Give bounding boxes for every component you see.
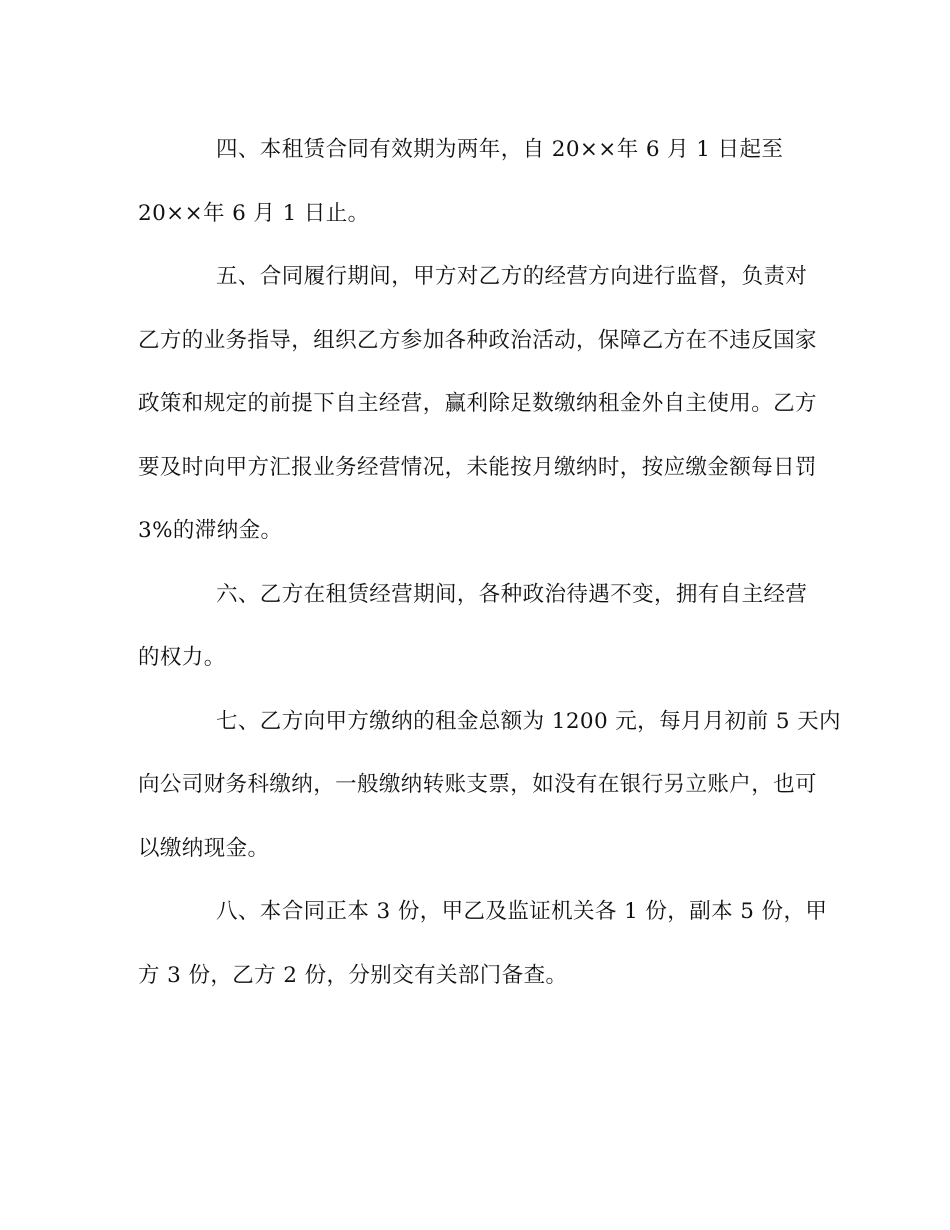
clause-7 <box>138 690 841 881</box>
clause-line: 的权力。 <box>138 645 226 670</box>
clause-line: 向公司财务科缴纳，一般缴纳转账支票，如没有在银行另立账户，也可 <box>138 772 817 797</box>
clause-line: 以缴纳现金。 <box>138 835 270 861</box>
document-body <box>138 118 841 1007</box>
clause-line: 政策和规定的前提下自主经营，赢利除足数缴纳租金外自主使用。乙方 <box>138 391 817 416</box>
clause-line: 3%的滞纳金。 <box>138 518 283 543</box>
clause-line: 要及时向甲方汇报业务经营情况，未能按月缴纳时，按应缴金额每日罚 <box>138 454 817 480</box>
clause-6 <box>138 563 814 690</box>
clause-5 <box>138 245 817 563</box>
clause-line: 20××年 6 月 1 日止。 <box>138 200 370 226</box>
clause-line: 五、合同履行期间，甲方对乙方的经营方向进行监督，负责对 <box>216 264 808 289</box>
clause-line: 四、本租赁合同有效期为两年，自 20××年 6 月 1 日起至 <box>216 137 784 162</box>
clause-4 <box>138 118 814 245</box>
clause-line: 八、本合同正本 3 份，甲乙及监证机关各 1 份，副本 5 份，甲 <box>216 899 828 924</box>
clause-8 <box>138 880 828 1007</box>
clause-line: 方 3 份，乙方 2 份，分别交有关部门备查。 <box>138 962 568 988</box>
clause-line: 乙方的业务指导，组织乙方参加各种政治活动，保障乙方在不违反国家 <box>138 327 817 353</box>
clause-line: 七、乙方向甲方缴纳的租金总额为 1200 元，每月月初前 5 天内 <box>216 708 841 734</box>
clause-line: 六、乙方在租赁经营期间，各种政治待遇不变，拥有自主经营 <box>216 581 808 607</box>
